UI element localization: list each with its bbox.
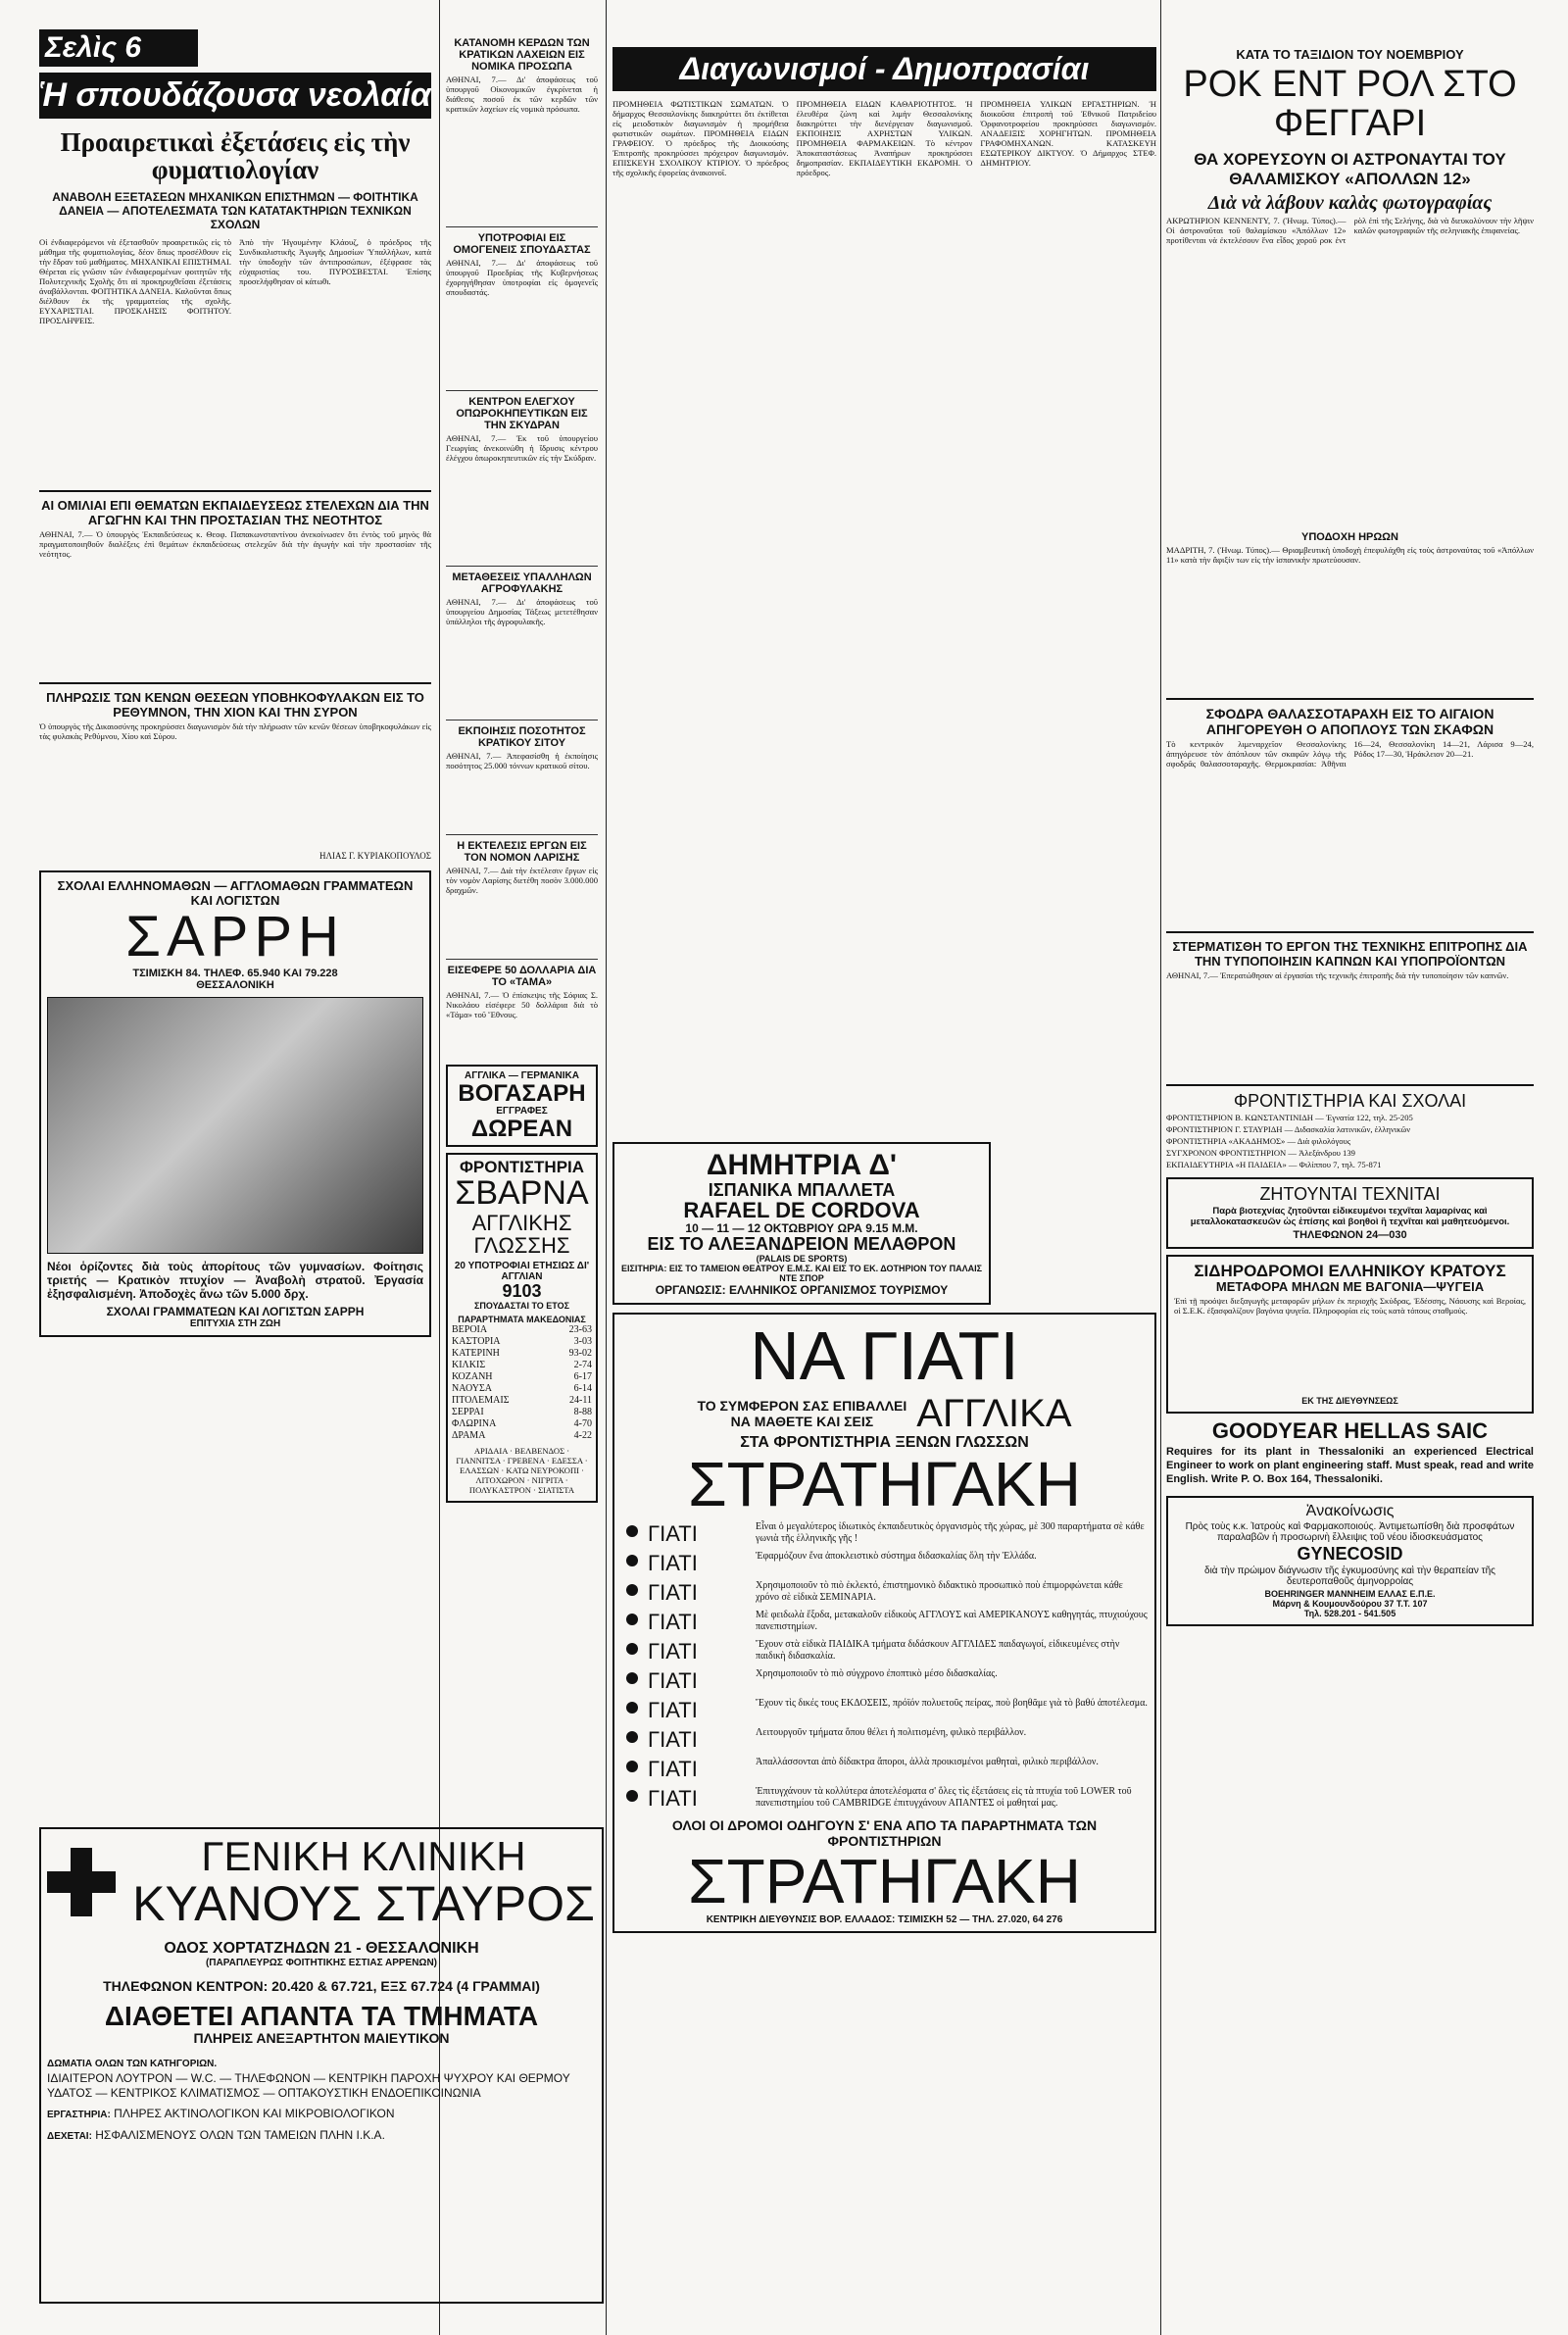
vogasari-ad [446,1065,598,1147]
clinic-tel: ΤΗΛΕΦΩΝΟΝ ΚΕΝΤΡΟΝ: 20.420 & 67.721, ΕΞΣ 67.724 (4 ΓΡΑΜΜΑΙ) [103,1977,540,1994]
branch-row [452,1348,592,1360]
skydra-title: ΚΕΝΤΡΟΝ ΕΛΕΓΧΟΥ ΟΠΩΡΟΚΗΠΕΥΤΙΚΩΝ ΕΙΣ ΤΗΝ ΣΚΥΔΡΑΝ [456,396,588,431]
vogasari-top: ΑΓΓΛΙΚΑ — ΓΕΡΜΑΝΙΚΑ [465,1070,579,1081]
school-item: ΦΡΟΝΤΙΣΤΗΡΙΑ «ΑΚΑΔΗΜΟΣ» — Διὰ φιλολόγους [1166,1135,1351,1146]
branch-name: ΚΟΖΑΝΗ [452,1370,493,1382]
dimitria-ad [612,1142,991,1305]
sarri-ad [39,870,431,1337]
transfers-title: ΜΕΤΑΘΕΣΕΙΣ ΥΠΑΛΛΗΛΩΝ ΑΓΡΟΦΥΛΑΚΗΣ [452,571,592,595]
na-line-3: ΣΤΑ ΦΡΟΝΤΙΣΤΗΡΙΑ ΞΕΝΩΝ ΓΛΩΣΣΩΝ [740,1433,1029,1451]
school-item: ΣΥΓΧΡΟΝΟΝ ΦΡΟΝΤΙΣΤΗΡΙΟΝ — Ἀλεξάνδρου 139 [1166,1147,1355,1158]
tenders-col-2: ΠΡΟΜΗΘΕΙΑ ΕΙΔΩΝ ΚΑΘΑΡΙΟΤΗΤΟΣ. Ἡ ἐλευθέρα ζώνη καὶ λιμὴν Θεσσαλονίκης διακηρύττει τὴν διενέργειαν διαγωνισμοῦ. ΕΚΠΟΙΗΣΙΣ ΑΧΡΗΣΤΩΝ ΥΛΙΚΩΝ. ΠΡΟΜΗΘΕΙΑ ΦΑΡΜΑΚΕΙΩΝ. Τὸ κέντρον Ἀποκαταστάσεως Ἀναπήρων προκηρύσσει δημοπρασίαν. ΕΚΠΑΙΔΕΥΤΙΚΗ ΕΚΔΡΟΜΗ. Ὁ πρόεδρος. [796,99,973,177]
announcement-body: Πρὸς τοὺς κ.κ. Ἰατροὺς καὶ Φαρμακοποιούς. Ἀντιμετωπίσθη διὰ προσφάτων παραλαβῶν ἡ προσωρινὴ ἔλλειψις τοῦ νέου ἰδιοσκευάσματος [1185,1521,1515,1544]
reason-item [620,1786,1149,1812]
strategaki-footer: ΚΕΝΤΡΙΚΗ ΔΙΕΥΘΥΝΣΙΣ ΒΟΡ. ΕΛΛΑΔΟΣ: ΤΣΙΜΙΣΚΗ 52 — ΤΗΛ. 27.020, 64 276 [706,1914,1063,1926]
section-title: Ἡ σπουδάζουσα νεολαία [39,73,431,119]
bullet-icon [626,1672,638,1684]
reason-text: Λειτουργοῦν τμήματα ὅπου θέλει ἡ πολιτισμένη, φιλικὸ περιβάλλον. [756,1727,1027,1739]
story-guards-body: Ὁ ὑπουργὸς τῆς Δικαιοσύνης προκηρύσσει διαγωνισμὸν διὰ τὴν πλήρωσιν τῶν κενῶν θέσεων ὑποβηκοφυλάκων εἰς τὰς φυλακὰς Ρεθύμνου, Χίου καὶ Σύρου. [39,720,431,741]
story-guards-sign: ΗΛΙΑΣ Γ. ΚΥΡΙΑΚΟΠΟΥΛΟΣ [319,850,431,861]
skydra-body: ΑΘΗΝΑΙ, 7.— Ἐκ τοῦ ὑπουργείου Γεωργίας ἀνεκοινώθη ἡ ἵδρυσις κέντρου ἐλέγχου ὀπωροκηπευτικῶν εἰς τὴν Σκύδραν. [446,433,598,463]
railways-sub: ΜΕΤΑΦΟΡΑ ΜΗΛΩΝ ΜΕ ΒΑΓΟΝΙΑ—ΨΥΓΕΙΑ [1215,1279,1485,1295]
bullet-icon [626,1584,638,1596]
clinic-title: ΓΕΝΙΚΗ ΚΛΙΝΙΚΗ [201,1833,526,1879]
branch-tel: 24-11 [569,1394,592,1406]
vogasari-name: ΒΟΓΑΣΑΡΗ [458,1080,586,1107]
technicians-tel: ΤΗΛΕΦΩΝΟΝ 24—030 [1293,1228,1407,1241]
clinic-lab-label: ΕΡΓΑΣΤΗΡΙΑ: [47,2109,111,2120]
announcement-company: BOEHRINGER MANNHEIM ΕΛΛΑΣ Ε.Π.Ε. [1264,1589,1436,1600]
dimitria-tickets: ΕΙΣΙΤΗΡΙΑ: ΕΙΣ ΤΟ ΤΑΜΕΙΟΝ ΘΕΑΤΡΟΥ Ε.Μ.Σ. ΚΑΙ ΕΙΣ ΤΟ ΕΚ. ΔΟΤΗΡΙΟΝ ΤΟΥ ΠΑΛΑΙΣ ΝΤΕ ΣΠΟΡ [620,1264,982,1284]
strategaki-ad [612,1313,1156,1933]
school-item: ΕΚΠΑΙΔΕΥΤΗΡΙΑ «Η ΠΑΙΔΕΙΑ» — Φιλίππου 7, τηλ. 75-871 [1166,1159,1382,1169]
moon-top: ΚΑΤΑ ΤΟ ΤΑΞΙΔΙΟΝ ΤΟΥ ΝΟΕΜΒΡΙΟΥ [1236,47,1464,62]
sarri-photo [47,997,423,1254]
body-exams-2: Ἀπὸ τὴν Ἡγουμένην Κλάουζ, ὁ πρόεδρος τῆς Συνδικαλιστικῆς Ἀγωγῆς Δημοσίων Ὑπαλλήλων, κατὰ τὴν ὑποδοχὴν τῶν ἀντιπροσώπων, ἐξέφρασε τὰς εὐχαριστίας του. ΠΥΡΟΣΒΕΣΤΑΙ. Ἐπίσης προσελήφθησαν οἱ κάτωθι. [239,236,431,286]
na-line-2: ΝΑ ΜΑΘΕΤΕ ΚΑΙ ΣΕΙΣ [730,1413,874,1429]
sarri-bottom: ΣΧΟΛΑΙ ΓΡΑΜΜΑΤΕΩΝ ΚΑΙ ΛΟΓΙΣΤΩΝ ΣΑΡΡΗ [106,1304,365,1318]
reason-word: ΓΙΑΤΙ [648,1580,698,1606]
scholarship-body: ΑΘΗΝΑΙ, 7.— Δι' ἀποφάσεως τοῦ ὑπουργοῦ Προεδρίας τῆς Κυβερνήσεως ἐχορηγήθησαν ὑποτροφίαι εἰς ὁμογενεῖς σπουδαστάς. [446,258,598,297]
dimitria-org: ΟΡΓΑΝΩΣΙΣ: ΕΛΛΗΝΙΚΟΣ ΟΡΓΑΝΙΣΜΟΣ ΤΟΥΡΙΣΜΟΥ [655,1283,949,1298]
bullet-icon [626,1790,638,1802]
story-seminars-title: ΑΙ ΟΜΙΛΙΑΙ ΕΠΙ ΘΕΜΑΤΩΝ ΕΚΠΑΙΔΕΥΣΕΩΣ ΣΤΕΛΕΧΩΝ ΔΙΑ ΤΗΝ ΑΓΩΓΗΝ ΚΑΙ ΤΗΝ ΠΡΟΣΤΑΣΙΑΝ ΤΗΣ ΝΕΟΤΗΤΟΣ [41,497,429,527]
clinic-rooms-label: ΔΩΜΑΤΙΑ ΟΛΩΝ ΤΩΝ ΚΑΤΗΓΟΡΙΩΝ. [47,2058,218,2069]
branch-tel: 2-74 [573,1359,592,1370]
sarri-city: ΘΕΣΣΑΛΟΝΙΚΗ [196,978,274,991]
branch-row [452,1360,592,1371]
heroes-title: ΥΠΟΔΟΧΗ ΗΡΩΩΝ [1301,530,1398,543]
vogasari-free: ΔΩΡΕΑΝ [470,1116,573,1143]
bullet-icon [626,1555,638,1566]
bullet-icon [626,1525,638,1537]
branch-name: ΚΙΛΚΙΣ [452,1359,486,1370]
na-giati: ΝΑ ΓΙΑΤΙ [750,1317,1019,1395]
schools-title: ΦΡΟΝΤΙΣΤΗΡΙΑ ΚΑΙ ΣΧΟΛΑΙ [1233,1090,1467,1111]
school-item: ΦΡΟΝΤΙΣΤΗΡΙΟΝ Γ. ΣΤΑΥΡΙΔΗ — Διδασκαλία λατινικῶν, ἑλληνικῶν [1166,1123,1411,1134]
branch-row [452,1383,592,1395]
dimitria-place: ΕΙΣ ΤΟ ΑΛΕΞΑΝΔΡΕΙΟΝ ΜΕΛΑΘΡΟΝ [647,1234,956,1255]
railways-body: Ἐπὶ τῇ προόψει διεξαγωγῆς μεταφορῶν μήλων ἐκ περιοχῆς Σκύδρας, Ἐδέσσης, Νάουσης καὶ Βεροίας, οἱ Σ.Ε.Κ. ἐξασφαλίζουν βαγόνια ψυγεῖα. Πληροφορίαι εἰς τοὺς κατὰ τόπους σταθμούς. [1174,1296,1526,1317]
branch-tel: 4-70 [573,1417,592,1429]
svarna-line: 20 ΥΠΟΤΡΟΦΙΑΙ ΕΤΗΣΙΩΣ ΔΙ' ΑΓΓΛΙΑΝ [454,1261,590,1283]
storm-body: Τὸ κεντρικὸν λιμεναρχεῖον Θεσσαλονίκης ἀπηγόρευσε τὸν ἀπόπλουν τῶν σκαφῶν λόγῳ τῆς σφοδρᾶς θαλασσοταραχῆς. Θερμοκρασίαι: Ἀθῆναι 16—24, Θεσσαλονίκη 14—21, Λάρισα 9—24, Ρόδος 17—30, Ἡράκλειον 20—21. [1166,738,1534,769]
na-line-1: ΤΟ ΣΥΜΦΕΡΟΝ ΣΑΣ ΕΠΙΒΑΛΛΕΙ [697,1397,907,1414]
svarna-towns: ΑΡΙΔΑΙΑ · ΒΕΛΒΕΝΔΟΣ · ΓΙΑΝΝΙΤΣΑ · ΓΡΕΒΕΝΑ · ΕΔΕΣΣΑ · ΕΛΑΣΣΩΝ · ΚΑΤΩ ΝΕΥΡΟΚΟΠΙ · ΛΙΤΟΧΩΡΟΝ · ΝΙΓΡΙΤΑ · ΠΟΛΥΚΑΣΤΡΟΝ · ΣΙΑΤΙΣΤΑ [456,1445,588,1495]
bullet-icon [626,1614,638,1625]
railways-sign: ΕΚ ΤΗΣ ΔΙΕΥΘΥΝΣΕΩΣ [1301,1396,1398,1407]
column-3 [612,0,1156,2335]
na-angl: ΑΓΓΛΙΚΑ [916,1391,1072,1435]
reason-text: Μὲ φειδωλὰ ἔξοδα, μετακαλοῦν εἰδικοὺς ΑΓΓΛΟΥΣ καὶ ΑΜΕΡΙΚΑΝΟΥΣ καθηγητάς, πτυχιούχους πανεπιστημίων. [756,1610,1148,1633]
reason-word: ΓΙΑΤΙ [648,1757,698,1782]
technicians-body: Παρὰ βιοτεχνίας ζητοῦνται εἰδικευμένοι τεχνῖται λαμαρίνας καὶ μεταλλοκατασκευῶν ὡς ἐπίσης καὶ βοηθοὶ ἢ τεχνῖται καὶ μαθητευόμενοι. [1190,1205,1510,1227]
clinic-lab: ΠΛΗΡΕΣ ΑΚΤΙΝΟΛΟΓΙΚΟΝ ΚΑΙ ΜΙΚΡΟΒΙΟΛΟΓΙΚΟΝ [114,2106,395,2120]
headline-tb: Προαιρετικαὶ ἐξετάσεις εἰς τὴν φυματιολογίαν [60,127,411,185]
clinic-ad [39,1827,604,2304]
clinic-name: ΚΥΑΝΟΥΣ ΣΤΑΥΡΟΣ [132,1876,595,1932]
branch-row [452,1430,592,1442]
branch-name: ΦΛΩΡΙΝΑ [452,1417,497,1429]
branch-row [452,1324,592,1336]
moon-headline: ΡΟΚ ΕΝΤ ΡΟΛ ΣΤΟ ΦΕΓΓΑΡΙ [1183,64,1517,144]
scholarship-title: ΥΠΟΤΡΟΦΙΑΙ ΕΙΣ ΟΜΟΓΕΝΕΙΣ ΣΠΟΥΔΑΣΤΑΣ [453,232,591,256]
sarri-slogan: ΕΠΙΤΥΧΙΑ ΣΤΗ ΖΩΗ [189,1317,281,1329]
announcement-tel: Τηλ. 528.201 - 541.505 [1303,1609,1396,1619]
branch-tel: 6-14 [573,1382,592,1394]
strategaki-name: ΣΤΡΑΤΗΓΑΚΗ [688,1448,1081,1519]
branch-tel: 93-02 [568,1347,592,1359]
sarri-name: ΣΑΡΡΗ [125,904,345,969]
clinic-accept-label: ΔΕΧΕΤΑΙ: [47,2130,92,2142]
wheat-title: ΕΚΠΟΙΗΣΙΣ ΠΟΣΟΤΗΤΟΣ ΚΡΑΤΙΚΟΥ ΣΙΤΟΥ [458,725,586,749]
reason-word: ΓΙΑΤΙ [648,1786,698,1812]
dimitria-sub: ΙΣΠΑΝΙΚΑ ΜΠΑΛΛΕΤΑ [708,1179,896,1200]
svarna-title-3: ΑΓΓΛΙΚΗΣ ΓΛΩΣΣΗΣ [471,1210,572,1258]
branch-name: ΠΤΟΛΕΜΑΙΣ [452,1394,510,1406]
clinic-depts: ΔΙΑΘΕΤΕΙ ΑΠΑΝΤΑ ΤΑ ΤΜΗΜΑΤΑ [104,2000,539,2031]
page-label: Σελὶς 6 [39,29,198,67]
reason-word: ΓΙΑΤΙ [648,1727,698,1753]
reason-item [620,1639,1149,1664]
sarri-caption: Νέοι ὁρίζοντες διὰ τοὺς ἀπορίτους τῶν γυμνασίων. Φοίτησις τριετής — Κρατικὸν πτυχίον — Ἀναβολὴ στρατοῦ. Ἐργασία ἐξησφαλισμένη. Ἀποδοχὲς ἄνω τῶν 5.000 δρχ. [47,1259,423,1301]
tobacco-title: ΣΤΕΡΜΑΤΙΣΘΗ ΤΟ ΕΡΓΟΝ ΤΗΣ ΤΕΧΝΙΚΗΣ ΕΠΙΤΡΟΠΗΣ ΔΙΑ ΤΗΝ ΤΥΠΟΠΟΙΗΣΙΝ ΚΑΠΝΩΝ ΚΑΙ ΥΠΟΠΡΟΪΟΝΤΩΝ [1172,938,1528,969]
clinic-accept: ΗΣΦΑΛΙΣΜΕΝΟΥΣ ΟΛΩΝ ΤΩΝ ΤΑΜΕΙΩΝ ΠΛΗΝ Ι.Κ.Α. [95,2127,385,2142]
branch-name: ΚΑΣΤΟΡΙΑ [452,1335,501,1347]
announcement-ad [1166,1496,1534,1627]
branch-tel: 4-22 [573,1429,592,1441]
reason-text: Εἶναι ὁ μεγαλύτερος ἰδιωτικὸς ἐκπαιδευτικὸς ὀργανισμὸς τῆς χώρας, μὲ 300 παραρτήματα σὲ κάθε γωνιὰ τῆς ἑλληνικῆς γῆς ! [756,1521,1145,1545]
reason-text: Ἀπαλλάσσονται ἀπὸ δίδακτρα ἄποροι, ἀλλὰ προικισμένοι μαθηταὶ, φιλικὸ περιβάλλον. [756,1757,1099,1768]
school-item: ΦΡΟΝΤΙΣΤΗΡΙΟΝ Β. ΚΩΝΣΤΑΝΤΙΝΙΔΗ — Ἐγνατία 122, τηλ. 25-205 [1166,1112,1413,1122]
reason-text: Ἔχουν τὶς δικές τους ΕΚΔΟΣΕΙΣ, πρόϊόν πολυετοῦς πείρας, ποὺ βοηθᾶμε γιὰ τὸ βαθύ ἀποτέλεσμα. [756,1698,1148,1710]
clinic-address: ΟΔΟΣ ΧΟΡΤΑΤΖΗΔΩΝ 21 - ΘΕΣΣΑΛΟΝΙΚΗ [164,1939,479,1957]
announcement-address: Μάρνη & Κουμουνδούρου 37 Τ.Τ. 107 [1272,1599,1428,1610]
reason-item [620,1698,1149,1723]
reason-word: ΓΙΑΤΙ [648,1610,698,1635]
technicians-ad [1166,1177,1534,1249]
svarna-title-2: ΣΒΑΡΝΑ [455,1174,589,1213]
branch-tel: 23-63 [568,1323,592,1335]
column-4 [1166,0,1534,2335]
transfers-body: ΑΘΗΝΑΙ, 7.— Δι' ἀποφάσεως τοῦ ὑπουργείου Δημοσίας Τάξεως μετετέθησαν ὑπάλληλοι τῆς ἀγροφυλακῆς. [446,597,598,626]
reason-text: Χρησιμοποιοῦν τὸ πιὸ ἐκλεκτό, ἐπιστημονικὸ διδακτικὸ προσωπικὸ ποὺ ἐπιμορφώνεται κάθε χρόνο σὲ εἰδικὰ ΣΕΜΙΝΑΡΙΑ. [756,1580,1123,1604]
railways-ad [1166,1255,1534,1415]
branch-name: ΚΑΤΕΡΙΝΗ [452,1347,500,1359]
branch-tel: 8-88 [573,1406,592,1417]
clinic-address-sub: (ΠΑΡΑΠΛΕΥΡΩΣ ΦΟΙΤΗΤΙΚΗΣ ΕΣΤΙΑΣ ΑΡΡΕΝΩΝ) [205,1957,438,1968]
moon-subhead-2: Διὰ νὰ λάβουν καλὰς φωτογραφίας [1207,191,1493,214]
branch-name: ΔΡΑΜΑ [452,1429,486,1441]
branch-name: ΣΕΡΡΑΙ [452,1406,484,1417]
reason-item [620,1668,1149,1694]
bullet-icon [626,1761,638,1772]
sarri-top: ΣΧΟΛΑΙ ΕΛΛΗΝΟΜΑΘΩΝ — ΑΓΓΛΟΜΑΘΩΝ ΓΡΑΜΜΑΤΕΩΝ ΚΑΙ ΛΟΓΙΣΤΩΝ [57,877,414,908]
reason-word: ΓΙΑΤΙ [648,1521,698,1547]
sarri-address: ΤΣΙΜΙΣΚΗ 84. ΤΗΛΕΦ. 65.940 ΚΑΙ 79.228 [132,967,338,979]
reason-item [620,1551,1149,1576]
clinic-rooms: ΙΔΙΑΙΤΕΡΟΝ ΛΟΥΤΡΟΝ — W.C. — ΤΗΛΕΦΩΝΟΝ — ΚΕΝΤΡΙΚΗ ΠΑΡΟΧΗ ΨΥΧΡΟΥ ΚΑΙ ΘΕΡΜΟΥ ΥΔΑΤΟΣ — ΚΕΝΤΡΙΚΟΣ ΚΛΙΜΑΤΙΣΜΟΣ — ΟΠΤΑΚΟΥΣΤΙΚΗ ΕΝΔΟΕΠΙΚΟΙΝΩΝΙΑ [47,2070,570,2100]
reasons-list [620,1521,1149,1812]
schools-list [1166,1113,1534,1169]
svarna-count-label: ΣΠΟΥΔΑΣΤΑΙ ΤΟ ΕΤΟΣ [473,1300,570,1311]
announcement-drug: GYNECOSID [1297,1544,1403,1565]
reason-word: ΓΙΑΤΙ [648,1698,698,1723]
svarna-title-1: ΦΡΟΝΤΙΣΤΗΡΙΑ [459,1158,585,1177]
body-exams: Οἱ ἐνδιαφερόμενοι νὰ ἐξετασθοῦν προαιρετικῶς εἰς τὸ μάθημα τῆς φυματιολογίας, δέον ὅπως προσέλθουν εἰς τὴν ἔδραν τοῦ μαθήματος. ΜΗΧΑΝΙΚΑΙ ΕΠΙΣΤΗΜΑΙ. Θέρεται εἰς γνῶσιν τῶν ἐνδιαφερομένων φοιτητῶν τῆς Πολυτεχνικῆς Σχολῆς ὅτι αἱ προκηρυχθεῖσαι ἐξετάσεις ἀναβάλλονται. ΦΟΙΤΗΤΙΚΑ ΔΑΝΕΙΑ. Καλοῦνται ὅπως διέλθουν ἐκ τῆς γραμματείας τῆς σχολῆς. ΕΥΧΑΡΙΣΤΙΑΙ. ΠΡΟΣΚΛΗΣΙΣ ΦΟΙΤΗΤΟΥ. ΠΡΟΣΛΗΨΕΙΣ. [39,236,231,325]
dimitria-name: RAFAEL DE CORDOVA [683,1198,920,1223]
goodyear-title: GOODYEAR HELLAS SAIC [1211,1418,1489,1444]
branch-row [452,1418,592,1430]
reason-word: ΓΙΑΤΙ [648,1639,698,1664]
cross-icon [47,1848,116,1916]
dimitria-title: ΔΗΜΗΤΡΙΑ Δ' [706,1149,898,1181]
all-roads: ΟΛΟΙ ΟΙ ΔΡΟΜΟΙ ΟΔΗΓΟΥΝ Σ' ΕΝΑ ΑΠΟ ΤΑ ΠΑΡΑΡΤΗΜΑΤΑ ΤΩΝ ΦΡΟΝΤΙΣΤΗΡΙΩΝ [671,1817,1098,1850]
branch-tel: 3-03 [573,1335,592,1347]
branch-row [452,1407,592,1418]
larisa-title: Η ΕΚΤΕΛΕΣΙΣ ΕΡΓΩΝ ΕΙΣ ΤΟΝ ΝΟΜΟΝ ΛΑΡΙΣΗΣ [457,840,587,864]
branch-tel: 6-17 [573,1370,592,1382]
bullet-icon [626,1643,638,1655]
railways-title: ΣΙΔΗΡΟΔΡΟΜΟΙ ΕΛΛΗΝΙΚΟΥ ΚΡΑΤΟΥΣ [1194,1261,1506,1280]
reason-text: Ἐπιτυγχάνουν τὰ κολλύτερα ἀποτελέσματα σ' ὅλες τὶς ἐξετάσεις εἰς τὰ πτυχία τοῦ LOWER τοῦ πανεπιστημίου τοῦ CAMBRIDGE ἐπιτυγχάνουν ΑΠΑΝΤΕΣ οἱ μαθηταί μας. [756,1786,1132,1810]
branch-name: ΝΑΟΥΣΑ [452,1382,493,1394]
clinic-depts-sub: ΠΛΗΡΕΙΣ ΑΝΕΞΑΡΤΗΤΟΝ ΜΑΙΕΥΤΙΚΟΝ [193,2029,450,2046]
subhead-exams: ΑΝΑΒΟΛΗ ΕΞΕΤΑΣΕΩΝ ΜΗΧΑΝΙΚΩΝ ΕΠΙΣΤΗΜΩΝ — ΦΟΙΤΗΤΙΚΑ ΔΑΝΕΙΑ — ΑΠΟΤΕΛΕΣΜΑΤΑ ΤΩΝ ΚΑΤΑΤΑΚΤΗΡΙΩΝ ΤΕΧΝΙΚΩΝ ΣΧΟΛΩΝ [52,189,418,231]
wheat-body: ΑΘΗΝΑΙ, 7.— Ἀπεφασίσθη ἡ ἐκποίησις ποσότητος 25.000 τόννων κρατικοῦ σίτου. [446,751,598,770]
story-seminars-body: ΑΘΗΝΑΙ, 7.— Ὁ ὑπουργὸς Ἐκπαιδεύσεως κ. Θεοφ. Παπακωνσταντίνου ἀνεκοίνωσεν ὅτι ἐντὸς τοῦ μηνὸς θὰ πραγματοποιηθοῦν διαλέξεις ἐπὶ θεμάτων ἐκπαιδεύσεως στελεχῶν διὰ τὴν ἀγωγὴν καὶ τὴν προστασίαν τῆς νεότητος. [39,528,431,559]
tenders-banner: Διαγωνισμοί - Δημοπρασίαι [612,47,1156,91]
announcement-title: Ἀνακοίνωσις [1305,1502,1395,1519]
dimitria-dates: 10 — 11 — 12 ΟΚΤΩΒΡΙΟΥ ΩΡΑ 9.15 Μ.Μ. [685,1221,918,1236]
heroes-body: ΜΑΔΡΙΤΗ, 7. (Ἡνωμ. Τύπος).— Θριαμβευτικὴ ὑποδοχὴ ἐπεφυλάχθη εἰς τοὺς ἀστροναύτας τοῦ «Ἀπόλλων 11» κατὰ τὴν ἄφιξίν των εἰς τὴν ἱσπανικὴν πρωτεύουσαν. [1166,544,1534,565]
branch-row [452,1395,592,1407]
tobacco-body: ΑΘΗΝΑΙ, 7.— Ἐπερατώθησαν αἱ ἐργασίαι τῆς τεχνικῆς ἐπιτροπῆς διὰ τὴν τυποποίησιν τῶν καπνῶν. [1166,969,1509,980]
reason-word: ΓΙΑΤΙ [648,1551,698,1576]
moon-body: ΑΚΡΩΤΗΡΙΟΝ ΚΕΝΝΕΝΤΥ, 7. (Ἡνωμ. Τύπος).— Οἱ ἀστροναῦται τοῦ θαλαμίσκου «Ἀπόλλων 12» προτίθενται νὰ ἐκτελέσουν ἕνα εἶδος χοροῦ ροκ ἐντ ρὸλ ἐπὶ τῆς Σελήνης, διὰ νὰ διευκολύνουν τὴν λῆψιν καλῶν φωτογραφιῶν τῆς σεληνιακῆς ἐπιφανείας. [1166,215,1534,245]
dimitria-place-sub: (PALAIS DE SPORTS) [756,1254,848,1265]
svarna-branches-title: ΠΑΡΑΡΤΗΜΑΤΑ ΜΑΚΕΔΟΝΙΑΣ [458,1314,586,1324]
reason-text: Ἔχουν στὰ εἰδικὰ ΠΑΙΔΙΚΑ τμήματα διδάσκουν ΑΓΓΛΙΔΕΣ παιδαγωγοί, εἰδικευμένες στὴν παιδικὴ διδασκαλία. [756,1639,1120,1663]
bullet-icon [626,1731,638,1743]
strategaki-name-2: ΣΤΡΑΤΗΓΑΚΗ [688,1846,1081,1917]
reason-item [620,1580,1149,1606]
tama-title: ΕΙΣΕΦΕΡΕ 50 ΔΟΛΛΑΡΙΑ ΔΙΑ ΤΟ «ΤΑΜΑ» [447,965,597,988]
tenders-col-3: ΠΡΟΜΗΘΕΙΑ ΥΛΙΚΩΝ ΕΡΓΑΣΤΗΡΙΩΝ. Ἡ διοικοῦσα ἐπιτροπὴ τοῦ Ἐθνικοῦ Πατριδείου Ὀρφανοτροφείου προκηρύσσει διαγωνισμόν. ΑΝΑΔΕΙΞΙΣ ΧΟΡΗΓΗΤΩΝ. ΠΡΟΜΗΘΕΙΑ ΓΡΑΦΟΜΗΧΑΝΩΝ. ΚΑΤΑΣΚΕΥΗ ΕΣΩΤΕΡΙΚΟΥ ΔΙΚΤΥΟΥ. Ὁ Δήμαρχος ΣΤΕΦ. ΔΗΜΗΤΡΙΟΥ. [980,99,1156,168]
goodyear-body: Requires for its plant in Thessaloniki an experienced Electrical Engineer to work on plant engineering staff. Must speak, read and write English. Write P. O. Box 164, Thessaloniki. [1166,1445,1534,1485]
announcement-body-2: διὰ τὴν πρώιμον διάγνωσιν τῆς ἐγκυμοσύνης καὶ τὴν θεραπείαν τῆς δευτεροπαθοῦς ἀμηνορροίας [1204,1565,1495,1588]
vogasari-mid: ΕΓΓΡΑΦΕΣ [496,1106,548,1118]
tenders-col-1: ΠΡΟΜΗΘΕΙΑ ΦΩΤΙΣΤΙΚΩΝ ΣΩΜΑΤΩΝ. Ὁ δήμαρχος Θεσσαλονίκης διακηρύττει ὅτι ἐκτίθεται εἰς μειοδοτικὸν διαγωνισμὸν ἡ προμήθεια φωτιστικῶν σωμάτων. ΠΡΟΜΗΘΕΙΑ ΕΙΔΩΝ ΓΡΑΦΕΙΟΥ. Ὁ πρόεδρος τῆς Διοικούσης Ἐπιτροπῆς προκηρύσσει πρόχειρον διαγωνισμόν. ΕΠΙΣΚΕΥΗ ΣΧΟΛΙΚΟΥ ΚΤΙΡΙΟΥ. Ὁ πρόεδρος τῆς σχολικῆς ἐφορείας ἀνακοινοῖ. [612,99,789,177]
svarna-count: 9103 [502,1281,542,1302]
bullet-icon [626,1702,638,1714]
reason-text: Ἐφαρμόζουν ἕνα ἀποκλειστικὸ σύστημα διδασκαλίας ὅλη τὴν Ἑλλάδα. [756,1551,1037,1563]
svarna-branch-list [452,1324,592,1442]
reason-item [620,1757,1149,1782]
branch-row [452,1336,592,1348]
reason-item [620,1727,1149,1753]
branch-name: ΒΕΡΟΙΑ [452,1323,488,1335]
reason-item [620,1610,1149,1635]
story-guards-title: ΠΛΗΡΩΣΙΣ ΤΩΝ ΚΕΝΩΝ ΘΕΣΕΩΝ ΥΠΟΒΗΚΟΦΥΛΑΚΩΝ ΕΙΣ ΤΟ ΡΕΘΥΜΝΟΝ, ΤΗΝ ΧΙΟΝ ΚΑΙ ΤΗΝ ΣΥΡΟΝ [46,689,424,720]
reason-item [620,1521,1149,1547]
moon-subhead: ΘΑ ΧΟΡΕΥΣΟΥΝ ΟΙ ΑΣΤΡΟΝΑΥΤΑΙ ΤΟΥ ΘΑΛΑΜΙΣΚΟΥ «ΑΠΟΛΛΩΝ 12» [1194,149,1506,188]
reason-text: Χρησιμοποιοῦν τὸ πιὸ σύγχρονο ἐποπτικὸ μέσο διδασκαλίας. [756,1668,998,1680]
reason-word: ΓΙΑΤΙ [648,1668,698,1694]
tama-body: ΑΘΗΝΑΙ, 7.— Ὁ ἐπίσκεψις τῆς Σόφιας Σ. Νικολάου εἰσέφερε 50 δολλάρια διὰ τὸ «Τάμα» τοῦ Ἔθνους. [446,990,598,1019]
branch-row [452,1371,592,1383]
lottery-body: ΑΘΗΝΑΙ, 7.— Δι' ἀποφάσεως τοῦ ὑπουργοῦ Οἰκονομικῶν ἐγκρίνεται ἡ διάθεσις ποσοῦ ἐκ τῶν κερδῶν τῶν κρατικῶν λαχείων εἰς νομικὰ πρόσωπα. [446,75,598,114]
larisa-body: ΑΘΗΝΑΙ, 7.— Διὰ τὴν ἐκτέλεσιν ἔργων εἰς τὸν νομὸν Λαρίσης διετέθη ποσὸν 3.000.000 δραχμῶν. [446,866,598,895]
storm-title: ΣΦΟΔΡΑ ΘΑΛΑΣΣΟΤΑΡΑΧΗ ΕΙΣ ΤΟ ΑΙΓΑΙΟΝ ΑΠΗΓΟΡΕΥΘΗ Ο ΑΠΟΠΛΟΥΣ ΤΩΝ ΣΚΑΦΩΝ [1205,705,1494,737]
technicians-title: ΖΗΤΟΥΝΤΑΙ ΤΕΧΝΙΤΑΙ [1259,1183,1441,1204]
svarna-ad [446,1153,598,1503]
lottery-title: ΚΑΤΑΝΟΜΗ ΚΕΡΔΩΝ ΤΩΝ ΚΡΑΤΙΚΩΝ ΛΑΧΕΙΩΝ ΕΙΣ ΝΟΜΙΚΑ ΠΡΟΣΩΠΑ [454,37,590,73]
